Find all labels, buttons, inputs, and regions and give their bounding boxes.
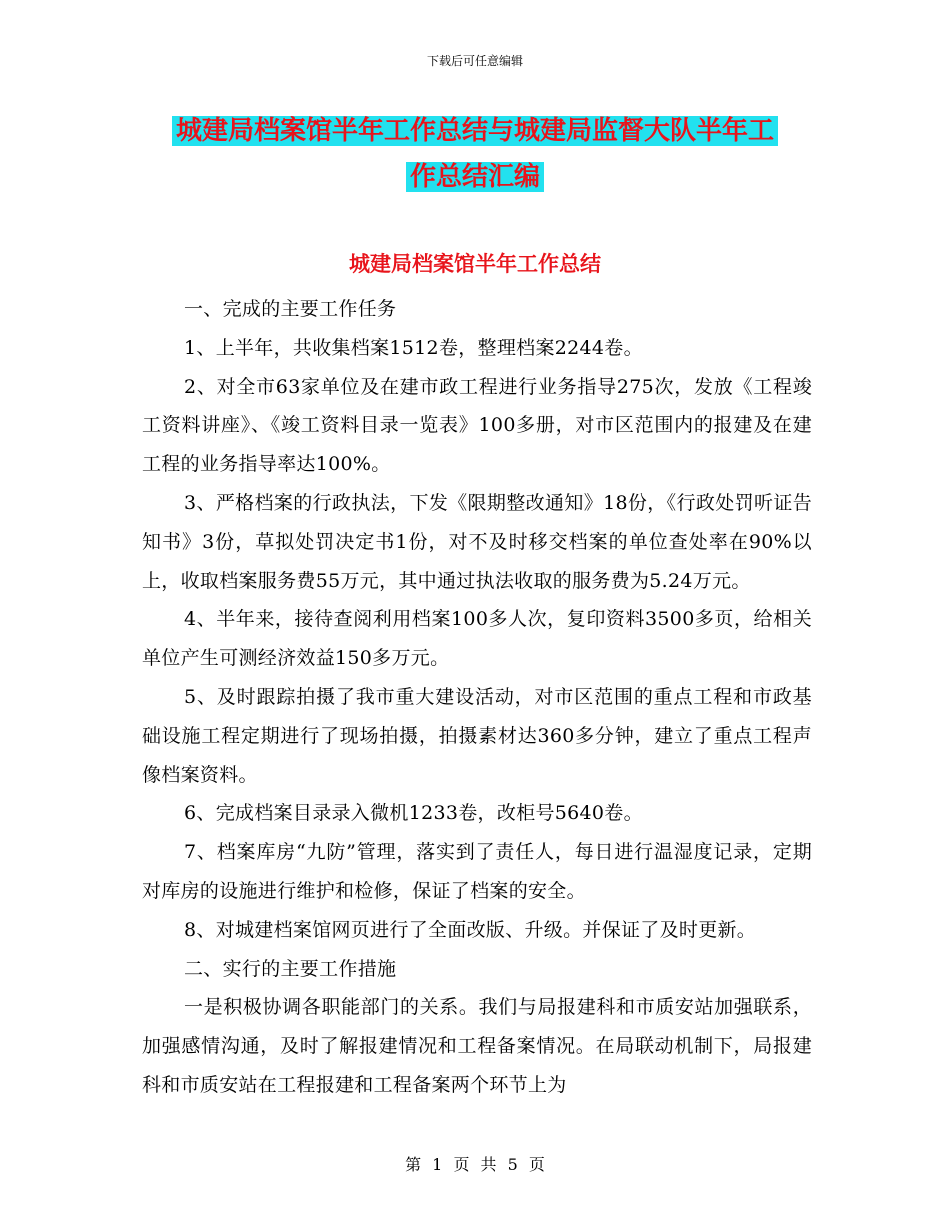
paragraph: 6、完成档案目录录入微机1233卷，改柜号5640卷。: [184, 802, 643, 825]
paragraph: 8、对城建档案馆网页进行了全面改版、升级。并保证了及时更新。: [184, 918, 757, 941]
paragraph: 3、严格档案的行政执法，下发《限期整改通知》18份，《行政处罚听证告知书》3份，草拟处罚决定书1份，对不及时移交档案的单位查处率在90%以上，收取档案服务费55万元，其中通过执法收取的服务费为5.24万元。: [142, 491, 812, 592]
paragraph: 4、半年来，接待查阅利用档案100多人次，复印资料3500多页，给相关单位产生可测经济效益150多万元。: [142, 608, 812, 670]
paragraph: 1、上半年，共收集档案1512卷，整理档案2244卷。: [184, 336, 643, 359]
paragraph: 一是积极协调各职能部门的关系。我们与局报建科和市质安站加强联系，加强感情沟通，及时了解报建情况和工程备案情况。在局联动机制下，局报建科和市质安站在工程报建和工程备案两个环节上为: [142, 996, 812, 1096]
page-number: 第 1 页 共 5 页: [405, 1155, 545, 1174]
document-title-line-1: 城建局档案馆半年工作总结与城建局监督大队半年工: [172, 116, 778, 146]
paragraph: 7、档案库房“九防”管理，落实到了责任人，每日进行温湿度记录，定期对库房的设施进行维护和检修，保证了档案的安全。: [142, 841, 812, 902]
page-header-note: 下载后可任意编辑: [426, 54, 523, 68]
document-body: [142, 290, 812, 1105]
document-title-line-2: 作总结汇编: [406, 162, 544, 192]
paragraph-heading-2: 二、实行的主要工作措施: [184, 957, 397, 980]
paragraph-heading-1: 一、完成的主要工作任务: [184, 298, 397, 320]
section-title: 城建局档案馆半年工作总结: [349, 251, 601, 276]
document-title: [0, 108, 950, 200]
paragraph: 2、对全市63家单位及在建市政工程进行业务指导275次，发放《工程竣工资料讲座》、《竣工资料目录一览表》100多册，对市区范围内的报建及在建工程的业务指导率达100%。: [142, 375, 812, 476]
paragraph: 5、及时跟踪拍摄了我市重大建设活动，对市区范围的重点工程和市政基础设施工程定期进行了现场拍摄，拍摄素材达360多分钟，建立了重点工程声像档案资料。: [142, 685, 812, 786]
